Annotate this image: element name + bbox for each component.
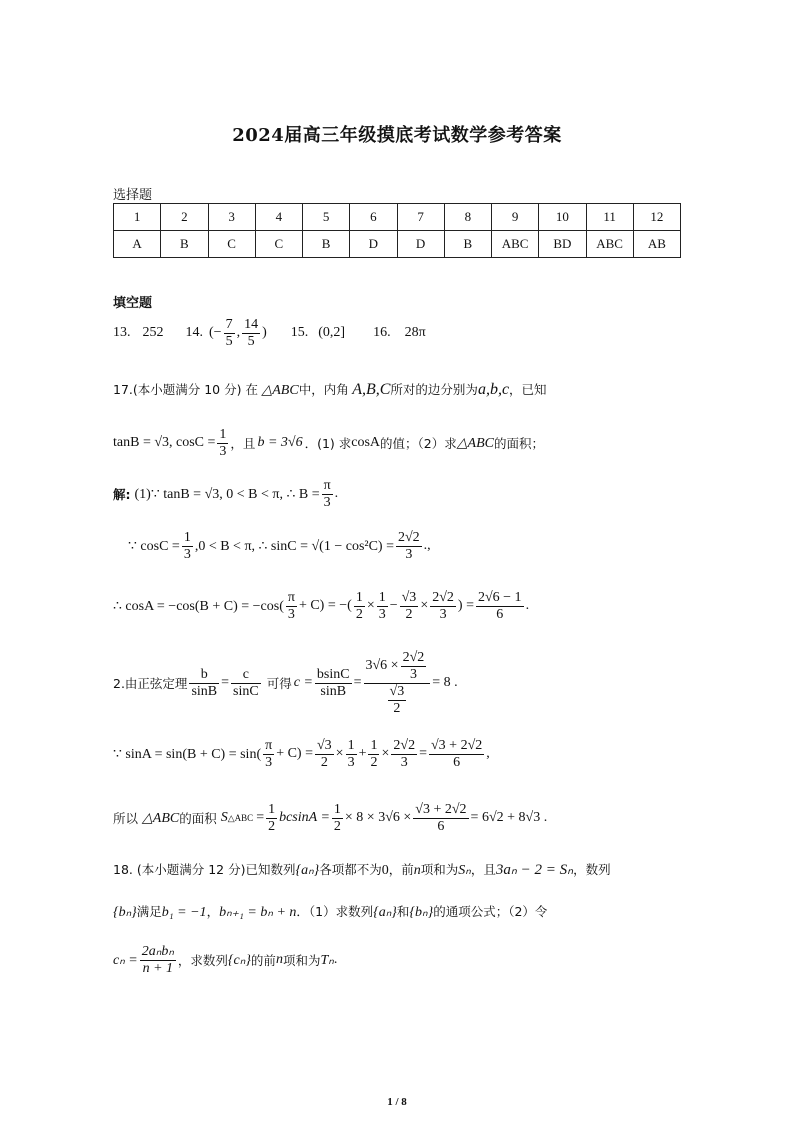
question-number: 3 [208,204,255,231]
fraction [396,530,422,563]
text: 中，内角 [298,382,349,397]
denominator: 3 [265,754,273,770]
answer-cell: ABC [492,231,539,258]
numerator: √3 + 2√2 [430,737,483,753]
q13-number: 13. [113,325,131,340]
punct: . [333,952,338,967]
denominator: 5 [225,333,233,349]
denominator: 3 [378,606,386,622]
math-b1: b₁ = −1 [161,905,207,920]
math-given: tanB = √3, cosC = [113,435,216,450]
question-number: 5 [303,204,350,231]
math-step: 3√6 × [365,658,399,673]
numerator: √3 [401,589,417,605]
denominator: 2 [320,754,328,770]
denominator: 3 [183,546,191,562]
numerator: b [189,667,219,684]
text: ，前 [388,862,414,877]
numerator: √3 + 2√2 [415,801,467,817]
q18-line3 [113,938,337,982]
fraction [189,667,219,700]
punct: ., [423,538,431,553]
math-step: ∵ cosC = [128,538,180,554]
numerator: π [265,737,273,753]
math-step: ∵ sinA = sin(B + C) = sin( [113,746,262,762]
math-triangle: △ABC [142,810,180,826]
numerator: 2√2 [432,589,454,605]
math-sides: a,b,c [477,381,510,398]
math-result: = 8 . [432,675,458,690]
answer-cell: C [208,231,255,258]
numerator: c [231,667,261,684]
punct: . [334,486,339,501]
text: ，且 [230,436,256,451]
math-step: bcsinA = [279,810,330,825]
numerator: bsinC [316,666,350,682]
math-seq-a: {aₙ} [373,905,397,920]
q17-statement-line1 [113,380,547,399]
operator: = [221,675,230,690]
q17-sinA-line [113,732,490,776]
text: 各项都不为 [319,862,382,877]
q18-line1 [113,860,611,879]
math-Sn: Sₙ [458,863,471,878]
fraction [413,802,468,835]
fraction [315,738,334,771]
answer-cell: D [397,231,444,258]
operator: × [366,598,375,613]
denominator: 6 [496,606,504,622]
q14-close: ) [262,325,267,340]
question-number: 9 [492,204,539,231]
fraction [231,667,261,700]
question-number: 4 [255,204,302,231]
math-step: ) = [457,598,474,613]
denominator: 2 [405,606,413,622]
denominator: 6 [453,754,461,770]
page-number: 1 / 8 [387,1096,407,1108]
compound-fraction [364,650,431,717]
text: 2.由正弦定理 [113,676,188,691]
answer-cell: C [255,231,302,258]
text: 项和为 [420,862,459,877]
punct: , [486,746,490,761]
q17-header-text: 17.(本小题满分 10 分) 在 [113,382,258,397]
fraction [315,667,352,700]
fraction [182,530,193,563]
operator: = [419,746,427,761]
fraction [354,590,365,623]
fraction [430,590,456,623]
answer-cell: D [350,231,397,258]
numerator: √3 [316,737,332,753]
question-number: 10 [539,204,586,231]
text: 的前 [250,953,276,968]
denominator: 2 [333,818,341,834]
denominator: 6 [437,818,445,834]
area-subscript: △ABC [227,812,254,823]
operator: × [335,746,344,761]
question-number: 8 [444,204,491,231]
answer-cell: B [444,231,491,258]
text: 可得 [266,676,292,691]
punct: . [525,598,530,613]
q17-area-line [113,796,547,840]
fraction [377,590,388,623]
solution-label: 解: [113,487,131,502]
denominator: sinB [320,683,347,699]
q17-solution-line1 [113,474,338,514]
page-title: 2024届高三年级摸底考试数学参考答案 [232,125,562,146]
math-triangle: △ABC [261,383,299,398]
math-relation: 3aₙ − 2 = Sₙ [495,862,574,878]
operator: + [358,746,367,761]
fraction [217,427,228,460]
q15-number: 15. [290,325,309,340]
fraction [429,738,484,771]
math-seq-b: {bₙ} [113,905,137,920]
numerator: 7 [225,316,233,332]
numerator: 1 [333,801,341,817]
math-seq-a: {aₙ} [295,863,320,878]
answer-cell: ABC [586,231,633,258]
numerator: 14 [244,316,259,332]
question-number-row [114,204,681,231]
math-seq-b: {bₙ} [409,905,434,920]
q18-line2 [113,902,547,921]
denominator: n + 1 [142,960,174,976]
math-cn: cₙ = [113,952,138,968]
operator: − [389,598,398,613]
compound-denominator [364,684,431,717]
math-b-value: b = 3√6 [257,435,303,450]
numerator: 1 [268,801,276,817]
text: 的值；（2）求 [380,436,457,451]
answer-cell: A [114,231,161,258]
fraction [332,802,343,835]
text: 项和为 [282,953,321,968]
denominator: 2 [370,754,378,770]
denominator: 3 [347,754,355,770]
math-area-symbol: S [220,810,228,825]
denominator: 3 [439,606,447,622]
numerator: √3 [389,683,405,699]
math-angles: A,B,C [352,381,391,398]
fraction [391,738,417,771]
q17-statement-line2 [113,423,544,463]
q14-fraction-1 [224,317,235,350]
math-cosA: cosA [351,435,381,450]
answer-cell: BD [539,231,586,258]
q18-header-text: 18. (本小题满分 12 分)已知数列 [113,862,296,877]
text: 的面积 [179,811,217,826]
denominator: 2 [393,700,401,716]
fraction [476,590,524,623]
fraction [388,684,407,717]
denominator: 3 [323,494,331,510]
text: ．(1) 求 [304,436,352,451]
question-number: 6 [350,204,397,231]
choice-section-label: 选择题 [113,188,153,203]
math-c: c = [293,675,313,690]
answer-cell: B [303,231,350,258]
answer-cell: B [161,231,208,258]
question-number: 12 [633,204,680,231]
numerator: 2√2 [397,529,420,545]
q15-answer: (0,2] [318,325,346,340]
denominator: 3 [409,666,417,682]
fraction [322,478,333,511]
text: 的面积； [493,436,544,451]
q17-part2-line [113,645,458,721]
text: ，且 [470,862,496,877]
fraction [400,590,419,623]
operator: × [420,598,429,613]
choice-answer-table [113,203,681,258]
q13-answer: 252 [142,325,164,340]
numerator: 1 [347,737,355,753]
text: ，已知 [509,382,547,397]
denominator: 3 [405,546,413,562]
q14-fraction-2 [242,317,260,350]
denominator: 3 [287,606,295,622]
question-number: 11 [586,204,633,231]
answer-cell: AB [633,231,680,258]
math-step: + C) = [276,746,313,761]
text: 所对的边分别为 [390,382,478,397]
numerator: 1 [183,529,191,545]
math-n: n [275,952,283,967]
fraction [368,738,379,771]
fill-answers-line [113,313,426,353]
numerator: π [287,589,295,605]
math-step: (1)∵ tanB = √3, 0 < B < π, ∴ B = [134,486,320,502]
compound-numerator [364,650,431,684]
question-number: 1 [114,204,161,231]
math-seq-c: {cₙ} [227,952,251,968]
numerator: 1 [219,426,227,442]
q14-comma: , [236,325,241,340]
math-step: ,0 < B < π, ∴ sinC = √(1 − cos²C) = [194,538,394,554]
math-n: n [413,863,421,878]
numerator: 1 [378,589,386,605]
math-step: + C) = −( [298,598,352,613]
answer-row [114,231,681,258]
operator: = [353,675,362,690]
fraction [286,590,297,623]
q14-number: 14. [185,325,203,340]
numerator: 1 [370,737,378,753]
q16-answer: 28π [404,325,426,340]
math-result: = 6√2 + 8√3 . [470,810,548,825]
q17-solution-line2 [128,525,431,567]
text: 的通项公式；（2）令 [433,904,548,919]
numerator: π [323,477,331,493]
operator: × [381,746,390,761]
question-number: 2 [161,204,208,231]
operator: = [256,810,265,825]
numerator: 2√2 [393,737,416,753]
text: ，求数列 [177,953,228,968]
q17-solution-line3 [113,585,529,627]
denominator: 2 [268,818,276,834]
math-recurrence: bₙ₊₁ = bₙ + n [219,905,297,920]
text: ，数列 [573,862,611,877]
q16-number: 16. [373,325,391,340]
text: 和 [396,904,410,919]
numerator: 2√6 − 1 [477,589,522,605]
fraction [266,802,277,835]
fraction [140,944,176,977]
question-number: 7 [397,204,444,231]
math-step: × 8 × 3√6 × [344,810,412,825]
denominator: sinB [191,683,218,699]
denominator: 3 [219,443,227,459]
numerator: 2√2 [402,649,425,665]
q14-open: (− [209,325,222,340]
denominator: 3 [400,754,408,770]
math-step: ∴ cosA = −cos(B + C) = −cos( [113,598,284,614]
denominator: 5 [247,333,255,349]
numerator: 2aₙbₙ [141,943,174,959]
math-triangle: △ABC [456,435,494,451]
fraction [346,738,357,771]
text: ， [206,904,220,919]
text: 满足 [136,904,162,919]
text: 所以 [113,811,139,826]
fraction [401,650,427,683]
denominator: sinC [233,683,259,699]
numerator: 1 [355,589,363,605]
math-zero: 0 [381,863,389,878]
denominator: 2 [355,606,363,622]
math-Tn: Tₙ [320,952,334,968]
fraction [263,738,274,771]
fill-section-label: 填空题 [113,296,153,311]
text: ．（1）求数列 [296,904,374,919]
